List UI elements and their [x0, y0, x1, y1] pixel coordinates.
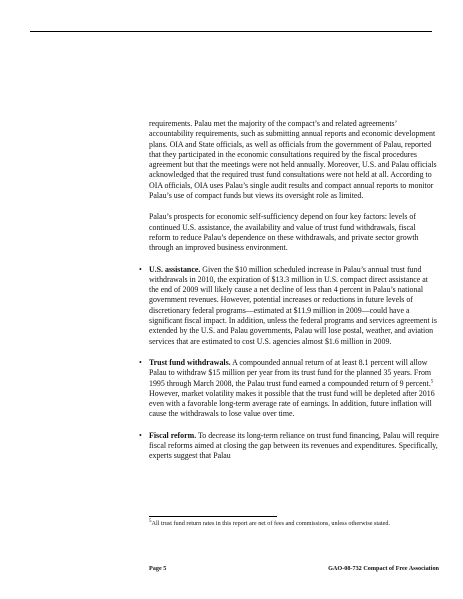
footnote-reference[interactable]: 5	[430, 378, 434, 384]
bullet-dot-icon: •	[139, 430, 142, 440]
bullet-text-continued: However, market volatility makes it possible that the trust fund will be depleted after 2016 even with a favorable long-term average rate of earnings. In addition, future inflation will cause the withdrawals to lose value over time.	[149, 388, 435, 419]
bullet-us-assistance	[139, 264, 439, 347]
factor-list	[139, 264, 439, 462]
header-rule	[30, 31, 432, 32]
bullet-text: Given the $10 million scheduled increase in Palau’s annual trust fund withdrawals in 2010, the expiration of $13.3 million in U.S. compact direct assistance at the end of 2009 will likely cause a net decline of less than 4 percent in Palau’s national government revenues. However, potential increases or reductions in future levels of discretionary federal programs—estimated at $11.9 million in 2009—could have a significant fiscal impact. In addition, unless the federal programs and services agreement is extended by the U.S. and Palau governments, Palau will lose postal, weather, and aviation services that are estimated to cost U.S. agencies almost $1.6 million in 2009.	[149, 264, 437, 346]
footnote	[149, 520, 439, 528]
paragraph-continuation: requirements. Palau met the majority of the compact’s and related agreements’ accountability requirements, such as submitting annual reports and economic development plans. OIA and State officials, as well as officials from the government of Palau, reported that they participated in the economic consultations required by the fiscal procedures agreement but that the meetings were not held annually. Moreover, U.S. and Palau officials acknowledged that the required trust fund consultations were not held at all. According to OIA officials, OIA uses Palau’s single audit results and compact annual reports to monitor Palau’s use of compact funds but views its oversight role as limited.	[149, 119, 437, 201]
footnote-rule	[149, 516, 277, 517]
body-text	[139, 119, 439, 473]
page-number: Page 5	[149, 565, 167, 572]
footnote-text: All trust fund return rates in this report are net of fees and commissions, unless otherwise stated.	[151, 520, 391, 527]
bullet-lead: Trust fund withdrawals.	[149, 357, 231, 367]
report-id: GAO-08-732 Compact of Free Association	[328, 565, 439, 572]
bullet-dot-icon: •	[139, 264, 142, 274]
footnote-marker: 5	[149, 518, 152, 524]
bullet-trust-fund	[139, 357, 439, 420]
bullet-text: To decrease its long-term reliance on trust fund financing, Palau will require fiscal reforms aimed at closing the gap between its revenues and expenditures. Specifically, experts suggest that Palau	[149, 430, 439, 461]
bullet-lead: U.S. assistance.	[149, 264, 201, 274]
paragraph-prospects: Palau’s prospects for economic self-sufficiency depend on four key factors: levels of continued U.S. assistance, the availability and value of trust fund withdrawals, fiscal reform to reduce Palau’s dependence on these withdrawals, and private sector growth through an improved business environment.	[149, 212, 419, 253]
bullet-lead: Fiscal reform.	[149, 430, 197, 440]
bullet-dot-icon: •	[139, 357, 142, 367]
bullet-text: A compounded annual return of at least 8.1 percent will allow Palau to withdraw $15 million per year from its trust fund for the planned 35 years. From 1995 through March 2008, the Palau trust fund earned a compounded return of 9 percent.	[149, 357, 432, 388]
bullet-fiscal-reform	[139, 430, 439, 462]
